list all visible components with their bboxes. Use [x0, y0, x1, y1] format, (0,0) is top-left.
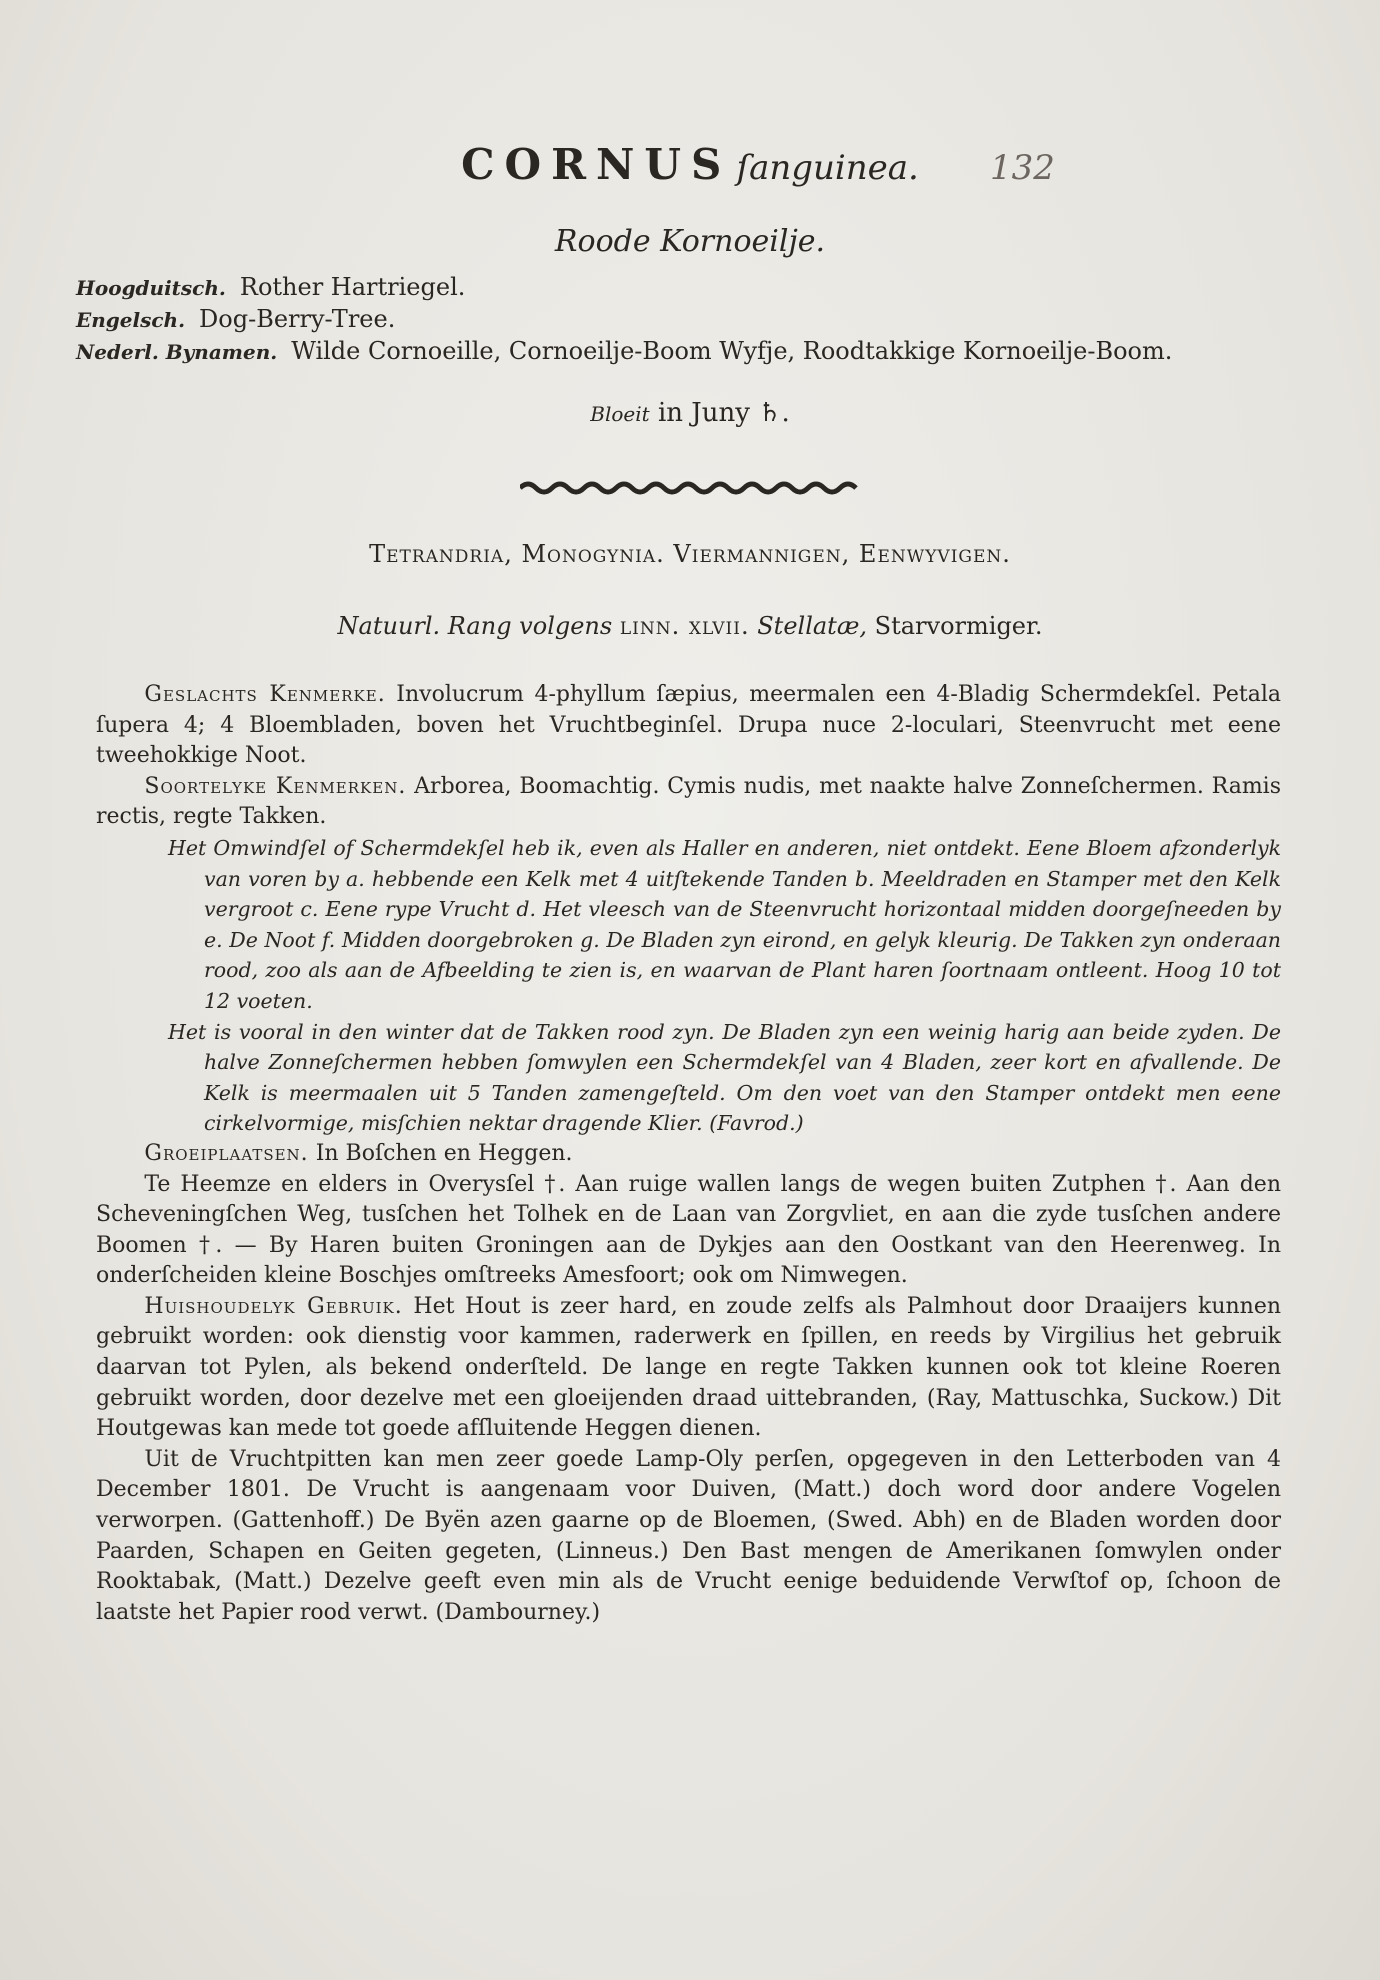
species-name: ſanguinea. [736, 148, 919, 188]
paragraph-soortelyke [96, 772, 1281, 833]
section-text: In Boſchen en Heggen. [315, 1140, 573, 1166]
dutch-name: Roode Kornoeilje. [554, 224, 826, 259]
linnaean-class: Tetrandria, Monogynia. Viermannigen, Eenwyvigen. [369, 540, 1011, 568]
paragraph-groeiplaatsen [96, 1139, 1281, 1170]
page-number: 132 [990, 148, 1055, 188]
genus-title: CORNUS [461, 140, 732, 189]
rang-label: Natuurl. Rang volgens [337, 612, 613, 640]
paragraph-locaties: Te Heemze en elders in Overysſel †. Aan ruige wallen langs de wegen buiten Zutphen †. Aan den Scheveningſchen Weg, tusſchen het Tolhek en de Laan van Zorgvliet, en aan die zyde tusſchen andere Boomen †. — By Haren buiten Groningen aan de Dykjes aan den Oostkant van den Heerenweg. In onderſcheiden kleine Boschjes omſtreeks Amesfoort; ook om Nimwegen. [96, 1171, 1281, 1289]
name-label: Nederl. Bynamen. [76, 340, 278, 364]
name-value: Dog-Berry-Tree. [199, 305, 396, 333]
bloei-label: Bloeit [590, 402, 650, 426]
section-heading: Soortelyke Kenmerken. [144, 773, 407, 799]
rang-stellatae: Stellatæ, [757, 612, 868, 640]
section-heading: Geslachts Kenmerke. [144, 682, 386, 707]
name-line [76, 272, 1306, 304]
title-row [0, 140, 1380, 189]
paragraph-geslachts [96, 680, 1281, 772]
flowering-line [0, 398, 1380, 428]
rang-value: Starvormiger. [874, 612, 1043, 640]
section-text: Arborea, Boomachtig. Cymis nudis, met naakte halve Zonneſchermen. Ramis rectis, regte Takken. [96, 773, 1282, 830]
name-value: Rother Hartriegel. [239, 273, 466, 301]
paragraph-note-2: Het is vooral in den winter dat de Takken rood zyn. De Bladen zyn een weinig harig aan beide zyden. De halve Zonneſchermen hebben ſomwylen een Schermdekſel van 4 Bladen, zeer kort en afvallende. De Kelk is meermaalen uit 5 Tanden zamengeſteld. Om den voet van den Stamper ontdekt men eene cirkelvormige, misſchien nektar dragende Klier. (Favrod.) [168, 1019, 1281, 1136]
main-text [96, 680, 1281, 1628]
natural-rank [0, 612, 1380, 640]
paragraph-note-1: Het Omwindſel of Schermdekſel heb ik, even als Haller en anderen, niet ontdekt. Eene Bloem afzonderlyk van voren by a. hebbende een Kelk met 4 uitſtekende Tanden b. Meeldraden en Stamper met den Kelk vergroot c. Eene rype Vrucht d. Het vleesch van de Steenvrucht horizontaal midden doorgeſneeden by e. De Noot f. Midden doorgebroken g. De Bladen zyn eirond, en gelyk kleurig. De Takken zyn onderaan rood, zoo als aan de Afbeelding te zien is, en waarvan de Plant haren ſoortnaam ontleent. Hoog 10 tot 12 voeten. [168, 835, 1281, 1013]
name-line [76, 304, 1306, 336]
name-value: Wilde Cornoeille, Cornoeilje-Boom Wyfje, Roodtakkige Kornoeilje-Boom. [291, 337, 1173, 365]
name-label: Hoogduitsch. [76, 276, 226, 300]
paragraph-laatste: Uit de Vruchtpitten kan men zeer goede Lamp-Oly perſen, opgegeven in den Letterboden van 4 December 1801. De Vrucht is aangenaam voor Duiven, (Matt.) doch word door andere Vogelen verworpen. (Gattenhoff.) De Byën azen gaarne op de Bloemen, (Swed. Abh) en de Bladen worden door Paarden, Schapen en Geiten gegeten, (Linneus.) Den Bast mengen de Amerikanen ſomwylen onder Rooktabak, (Matt.) Dezelve geeft even min als de Vrucht eenige beduidende Verwſtof op, ſchoon de laatste het Papier rood verwt. (Dambourney.) [96, 1446, 1281, 1625]
name-label: Engelsch. [76, 308, 186, 332]
section-heading: Groeiplaatsen. [144, 1140, 309, 1166]
paragraph-huishoudelyk [96, 1292, 1281, 1445]
ornamental-divider [0, 480, 1380, 500]
bloei-value: in Juny ♄. [657, 398, 790, 428]
name-line [76, 336, 1306, 368]
rang-linn: linn. xlvii. [619, 612, 750, 640]
section-text: Involucrum 4-phyllum ſæpius, meermalen een 4-Bladig Schermdekſel. Petala ſupera 4; 4 Bloembladen, boven het Vruchtbeginſel. Drupa nuce 2-loculari, Steenvrucht met eene tweehokkige Noot. [96, 682, 1281, 769]
section-heading: Huishoudelyk Gebruik. [144, 1293, 403, 1319]
wavy-rule-icon [520, 480, 860, 496]
section-text: Het Hout is zeer hard, en zoude zelfs als Palmhout door Draaijers kunnen gebruikt worden: ook dienstig voor kammen, raderwerk en ſpillen, en reeds by Virgilius het gebruik daarvan tot Pylen, als bekend onderſteld. De lange en regte Takken kunnen ook tot kleine Roeren gebruikt worden, door dezelve met een gloeijenden draad uittebranden, (Ray, Mattuschka, Suckow.) Dit Houtgewas kan mede tot goede afſluitende Heggen dienen. [96, 1293, 1282, 1442]
vernacular-names [76, 272, 1306, 368]
